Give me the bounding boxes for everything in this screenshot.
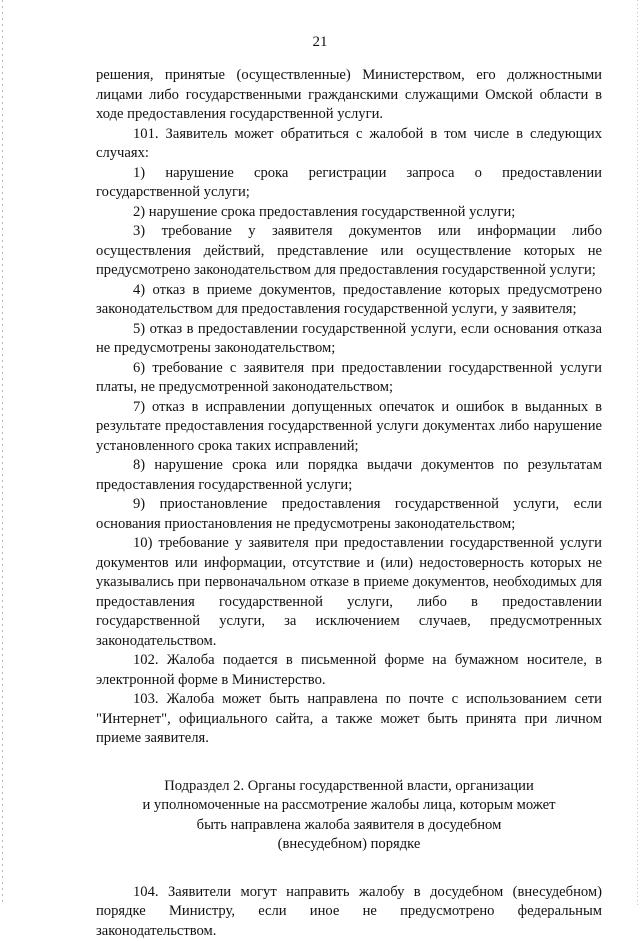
paragraph: 4) отказ в приеме документов, предоставление которых предусмотрено законодательством для предоставления государственной услуги, у заявителя; xyxy=(96,281,602,320)
paragraph: 101. Заявитель может обратиться с жалобой в том числе в следующих случаях: xyxy=(96,125,602,164)
section-heading-line: быть направлена жалоба заявителя в досудебном xyxy=(96,816,602,836)
paragraph: решения, принятые (осуществленные) Министерством, его должностными лицами либо государственными гражданскими служащими Омской области в ходе предоставления государственной услуги. xyxy=(96,66,602,125)
paragraph: 104. Заявители могут направить жалобу в досудебном (внесудебном) порядке Министру, если иное не предусмотрено федеральным законодательством. xyxy=(96,883,602,941)
paragraph: 8) нарушение срока или порядка выдачи документов по результатам предоставления государственной услуги; xyxy=(96,456,602,495)
paragraph: 103. Жалоба может быть направлена по почте с использованием сети "Интернет", официального сайта, а также может быть принята при личном приеме заявителя. xyxy=(96,690,602,749)
section-heading-line: (внесудебном) порядке xyxy=(96,835,602,855)
paragraph: 10) требование у заявителя при предоставлении государственной услуги документов или информации, отсутствие и (или) недостоверность которых не указывались при первоначальном отказе в приеме документов, необходимых для предоставления государственной услуги, либо в предоставлении государственной услуги, за исключением случаев, предусмотренных законодательством. xyxy=(96,534,602,651)
paragraph: 6) требование с заявителя при предоставлении государственной услуги платы, не предусмотренной законодательством; xyxy=(96,359,602,398)
document-body xyxy=(96,66,602,941)
section-heading xyxy=(96,777,602,855)
paragraph: 1) нарушение срока регистрации запроса о предоставлении государственной услуги; xyxy=(96,164,602,203)
scan-edge-right xyxy=(637,0,638,905)
page-number: 21 xyxy=(0,34,640,51)
paragraph: 102. Жалоба подается в письменной форме на бумажном носителе, в электронной форме в Министерство. xyxy=(96,651,602,690)
paragraphs-bottom xyxy=(96,883,602,941)
section-heading-line: и уполномоченные на рассмотрение жалобы лица, которым может xyxy=(96,796,602,816)
paragraph: 5) отказ в предоставлении государственной услуги, если основания отказа не предусмотрены законодательством; xyxy=(96,320,602,359)
section-heading-line: Подраздел 2. Органы государственной власти, организации xyxy=(96,777,602,797)
paragraph: 9) приостановление предоставления государственной услуги, если основания приостановления не предусмотрены законодательством; xyxy=(96,495,602,534)
paragraph: 7) отказ в исправлении допущенных опечаток и ошибок в выданных в результате предоставления государственной услуги документах либо нарушение установленного срока таких исправлений; xyxy=(96,398,602,457)
scan-edge-left xyxy=(2,0,3,905)
paragraphs-top xyxy=(96,66,602,749)
paragraph: 3) требование у заявителя документов или информации либо осуществления действий, представление или осуществление которых не предусмотрено законодательством для предоставления государственной услуги; xyxy=(96,222,602,281)
paragraph: 2) нарушение срока предоставления государственной услуги; xyxy=(96,203,602,223)
